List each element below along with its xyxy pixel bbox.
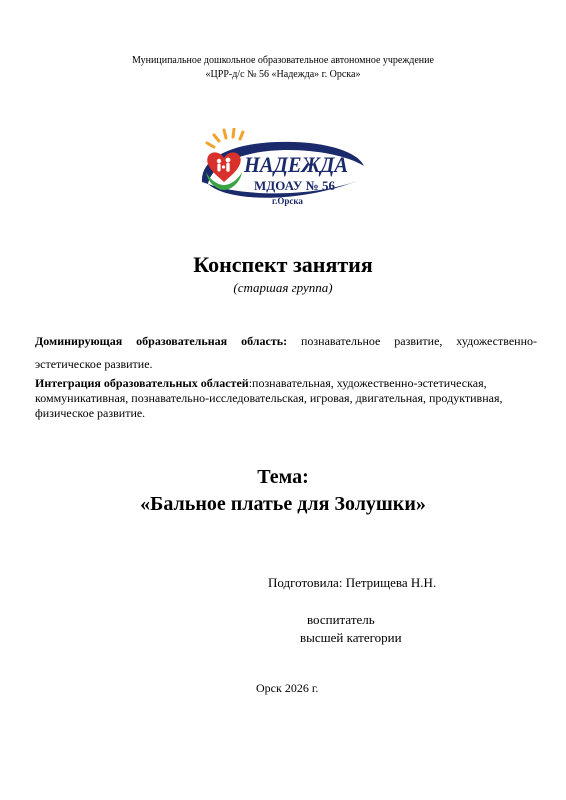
institution-header [0,54,566,82]
logo-city: г.Орска [272,196,303,206]
author-category: высшей категории [300,630,402,645]
institution-name: Муниципальное дошкольное образовательное автономное учреждение [132,55,434,66]
integration-label: Интеграция образовательных областей [35,376,249,390]
city-year: Орск 2026 г. [256,681,319,695]
dominant-area-text: познавательное развитие, художественно-эстетическое развитие. [35,334,537,371]
nadezhda-logo [198,128,370,210]
topic-label: Тема: [257,466,309,488]
logo-name: НАДЕЖДА [243,152,348,177]
prepared-by: Подготовила: Петрищева Н.Н. [268,575,437,590]
dominant-area-paragraph [35,330,537,376]
integration-text: :познавательная, художественно-эстетическая, коммуникативная, познавательно-исследовательская, игровая, двигательная, продуктивная, физическое развитие. [35,376,503,420]
page-title: Конспект занятия [193,252,373,277]
institution-short-name: «ЦРР-д/с № 56 «Надежда» г. Орска» [205,69,361,80]
dominant-area-label: Доминирующая образовательная область: [35,334,288,348]
integration-paragraph [35,376,541,421]
author-position: воспитатель [307,612,375,627]
page-subtitle: (старшая группа) [233,280,333,295]
logo-org: МДОАУ № 56 [254,178,336,193]
nadezhda-logo-graphic [198,128,370,210]
topic-title: «Бальное платье для Золушки» [140,493,426,515]
sun-rays-icon [207,129,243,147]
